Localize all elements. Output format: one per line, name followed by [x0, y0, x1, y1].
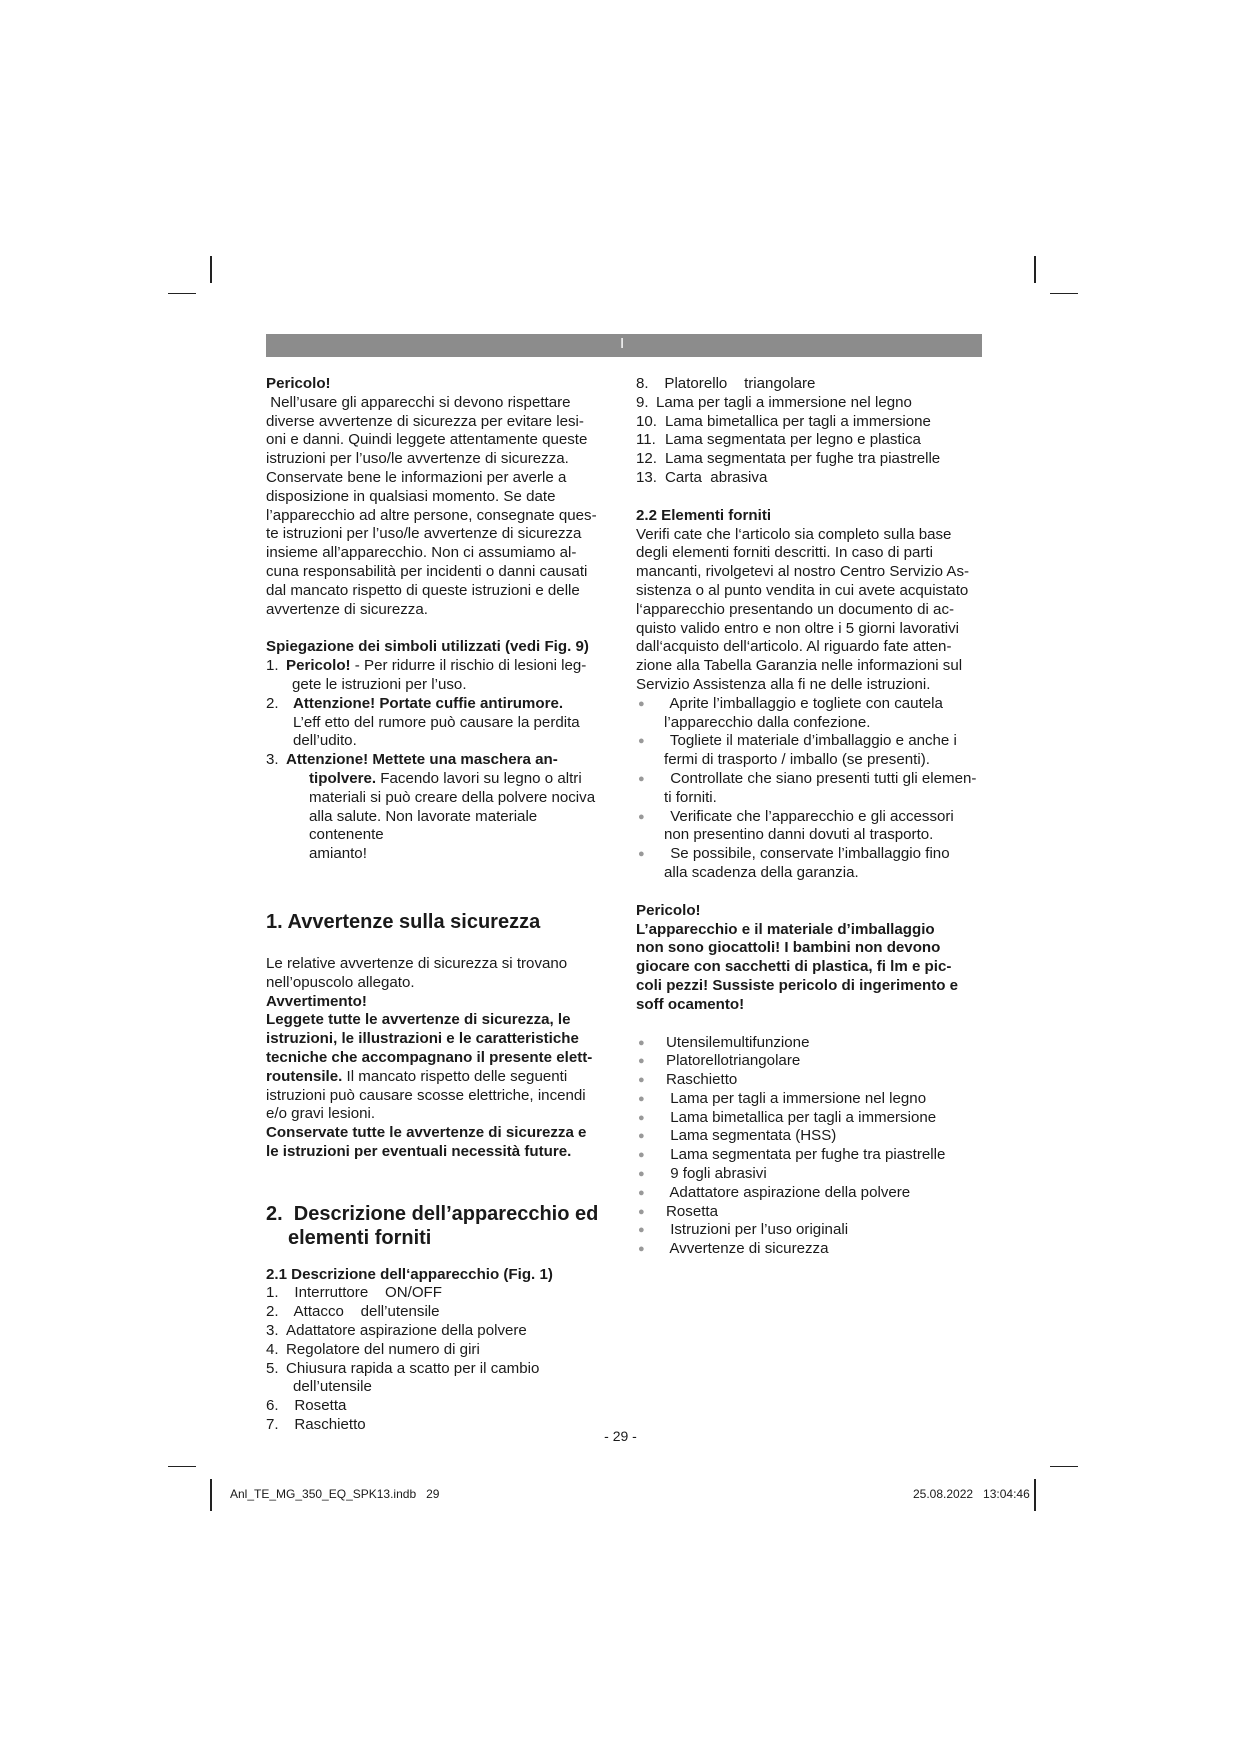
checklist-item: [636, 732, 986, 751]
danger-title: Pericolo!: [266, 375, 331, 392]
supplied-text: Platorellotriangolare: [666, 1052, 801, 1070]
part-item: [636, 431, 986, 450]
section-2-2-line: degli elementi forniti descritti. In caso di parti: [636, 544, 933, 562]
symbol-item: [266, 751, 616, 770]
part-text: Raschietto: [286, 1416, 366, 1434]
checklist-text: Aprite l’imballaggio e togliete con cautela: [666, 694, 943, 712]
warning-title: Avvertimento!: [266, 992, 367, 1010]
symbol-item: [266, 695, 616, 714]
part-text: Lama per tagli a immersione nel legno: [656, 393, 912, 411]
checklist-item: [636, 770, 986, 789]
part-item: [636, 394, 986, 413]
crop-mark: [1034, 256, 1036, 283]
supplied-item: [636, 1052, 986, 1071]
supplied-item: [636, 1221, 986, 1240]
checklist-text: ti forniti.: [664, 788, 717, 806]
crop-mark: [1050, 293, 1078, 294]
danger-line: Conservate bene le informazioni per averle a: [266, 468, 567, 486]
part-item: [636, 375, 986, 394]
part-number: 1.: [266, 1284, 279, 1302]
part-text: Chiusura rapida a scatto per il cambio: [286, 1359, 540, 1377]
symbol-text: alla salute. Non lavorate materiale contenente: [309, 807, 538, 844]
bullet-icon: ●: [638, 1055, 645, 1068]
bullet-icon: ●: [638, 772, 645, 785]
checklist-item: [636, 695, 986, 714]
part-text: Regolatore del numero di giri: [286, 1340, 480, 1358]
bullet-icon: ●: [638, 735, 645, 748]
part-number: 6.: [266, 1397, 279, 1415]
section-2-2-line: zione alla Tabella Garanzia nelle informazioni sul: [636, 657, 963, 675]
symbol-bold: Attenzione! Mettete una maschera an-: [286, 751, 558, 769]
supplied-item: [636, 1127, 986, 1146]
part-item: [266, 1341, 616, 1360]
danger-line: Nell’usare gli apparecchi si devono rispettare: [266, 393, 571, 411]
danger-line: istruzioni per l’uso/le avvertenze di sicurezza.: [266, 450, 569, 468]
section-1-title: 1. Avvertenze sulla sicurezza: [266, 910, 541, 933]
part-text: Adattatore aspirazione della polvere: [286, 1322, 527, 1340]
section-2-title: 2. Descrizione dell’apparecchio ed: [266, 1202, 599, 1225]
bullet-icon: ●: [638, 1130, 645, 1143]
part-item: [266, 1360, 616, 1379]
danger-line: insieme all’apparecchio. Non ci assumiamo al-: [266, 544, 577, 562]
part-number: 9.: [636, 393, 649, 411]
supplied-item: [636, 1090, 986, 1109]
symbol-text: Facendo lavori su legno o altri: [376, 769, 582, 787]
warning-line: Il mancato rispetto delle seguenti: [342, 1067, 568, 1085]
supplied-item: [636, 1203, 986, 1222]
danger-line: l’apparecchio ad altre persone, consegnate ques-: [266, 506, 597, 524]
bullet-icon: ●: [638, 697, 645, 710]
section-2-2-title: 2.2 Elementi forniti: [636, 506, 772, 524]
warning-line: tecniche che accompagnano il presente elett-: [266, 1048, 593, 1066]
supplied-text: Raschietto: [666, 1071, 738, 1089]
symbols-title: Spiegazione dei simboli utilizzati (vedi Fig. 9): [266, 638, 589, 656]
symbol-text: dell’udito.: [293, 732, 357, 750]
part-text: Lama bimetallica per tagli a immersione: [665, 412, 931, 430]
supplied-text: 9 fogli abrasivi: [666, 1165, 767, 1183]
symbol-number: 3.: [266, 751, 279, 769]
section-2-title: elementi forniti: [288, 1226, 432, 1249]
checklist-item: [636, 808, 986, 827]
part-text: Attacco dell’utensile: [286, 1303, 440, 1321]
supplied-text: Lama bimetallica per tagli a immersione: [666, 1108, 937, 1126]
footer-datetime: 25.08.2022 13:04:46: [913, 1487, 1030, 1501]
supplied-item: [636, 1240, 986, 1259]
part-item: [266, 1322, 616, 1341]
supplied-item: [636, 1184, 986, 1203]
symbol-number: 1.: [266, 657, 279, 675]
part-number: 8.: [636, 375, 649, 392]
part-item: [266, 1303, 616, 1322]
bullet-icon: ●: [638, 1149, 645, 1162]
language-label: I: [620, 335, 625, 352]
section-2-2-line: mancanti, rivolgetevi al nostro Centro Servizio As-: [636, 563, 970, 581]
right-column: [636, 375, 986, 1259]
part-text: Interruttore ON/OFF: [286, 1284, 443, 1302]
checklist-text: l’apparecchio dalla confezione.: [664, 713, 871, 731]
symbol-text: - Per ridurre il rischio di lesioni leg-: [350, 657, 587, 675]
symbol-number: 2.: [266, 694, 279, 712]
danger-line: dal mancato rispetto di queste istruzioni e delle: [266, 581, 580, 599]
danger-line: te istruzioni per l’uso/le avvertenze di sicurezza: [266, 525, 582, 543]
crop-mark: [1050, 1466, 1078, 1467]
bullet-icon: ●: [638, 1168, 645, 1181]
danger-line: oni e danni. Quindi leggete attentamente queste: [266, 431, 588, 449]
symbol-bold: Attenzione! Portate cuffie antirumore.: [293, 694, 564, 712]
part-number: 5.: [266, 1359, 279, 1377]
supplied-text: Lama segmentata (HSS): [666, 1127, 837, 1145]
part-number: 12.: [636, 450, 657, 468]
bullet-icon: ●: [638, 810, 645, 823]
supplied-text: Lama per tagli a immersione nel legno: [666, 1089, 927, 1107]
part-number: [266, 1378, 293, 1397]
bullet-icon: ●: [638, 1186, 645, 1199]
symbol-item: [266, 657, 616, 676]
crop-mark: [168, 293, 196, 294]
part-item: [266, 1378, 616, 1397]
danger-line: diverse avvertenze di sicurezza per evitare lesi-: [266, 412, 584, 430]
checklist-text: Togliete il materiale d’imballaggio e anche i: [666, 732, 957, 750]
warning-line: istruzioni, le illustrazioni e le caratteristiche: [266, 1030, 579, 1048]
section-1-line: Le relative avvertenze di sicurezza si trovano: [266, 954, 568, 972]
symbol-text: amianto!: [309, 845, 367, 863]
checklist-text: Se possibile, conservate l’imballaggio fino: [666, 845, 950, 863]
supplied-text: Rosetta: [666, 1202, 719, 1220]
bullet-icon: ●: [638, 848, 645, 861]
part-number: 7.: [266, 1416, 279, 1434]
supplied-text: Avvertenze di sicurezza: [666, 1240, 829, 1258]
danger-line: giocare con sacchetti di plastica, fi lm e pic-: [636, 958, 952, 976]
keep-line: le istruzioni per eventuali necessità future.: [266, 1142, 572, 1160]
part-number: 10.: [636, 412, 657, 430]
warning-line: Leggete tutte le avvertenze di sicurezza, le: [266, 1011, 571, 1029]
supplied-item: [636, 1165, 986, 1184]
supplied-text: Lama segmentata per fughe tra piastrelle: [666, 1146, 946, 1164]
bullet-icon: ●: [638, 1243, 645, 1256]
section-2-2-line: dall‘acquisto dell‘articolo. Al riguardo fate atten-: [636, 638, 952, 656]
danger-line: coli pezzi! Sussiste pericolo di ingerimento e: [636, 976, 959, 994]
part-item: [636, 469, 986, 488]
supplied-item: [636, 1071, 986, 1090]
bullet-icon: ●: [638, 1092, 645, 1105]
supplied-text: Istruzioni per l’uso originali: [666, 1221, 849, 1239]
keep-line: Conservate tutte le avvertenze di sicurezza e: [266, 1124, 587, 1142]
checklist-text: non presentino danni dovuti al trasporto.: [664, 826, 934, 844]
danger-line: soff ocamento!: [636, 995, 745, 1013]
bullet-icon: ●: [638, 1111, 645, 1124]
warning-line: routensile.: [266, 1067, 343, 1085]
symbol-text: L’eff etto del rumore può causare la perdita: [293, 713, 580, 731]
section-2-2-line: quisto valido entro e non oltre i 5 giorni lavorativi: [636, 619, 960, 637]
danger-title: Pericolo!: [636, 901, 701, 919]
checklist-text: fermi di trasporto / imballo (se presenti).: [664, 751, 930, 769]
section-2-2-line: sistenza o al punto vendita in cui avete acquistato: [636, 581, 969, 599]
supplied-text: Adattatore aspirazione della polvere: [666, 1183, 911, 1201]
crop-mark: [210, 1479, 212, 1511]
danger-line: non sono giocattoli! I bambini non devono: [636, 939, 941, 957]
section-2-2-line: l‘apparecchio presentando un documento di ac-: [636, 600, 955, 618]
symbol-text: materiali si può creare della polvere nociva: [309, 788, 596, 806]
page-number: - 29 -: [604, 1428, 637, 1444]
crop-mark: [1034, 1479, 1036, 1511]
danger-line: disposizione in qualsiasi momento. Se date: [266, 487, 556, 505]
warning-line: istruzioni può causare scosse elettriche, incendi: [266, 1086, 586, 1104]
part-number: 13.: [636, 468, 657, 486]
part-item: [266, 1397, 616, 1416]
crop-mark: [168, 1466, 196, 1467]
part-text: Lama segmentata per legno e plastica: [665, 431, 921, 449]
part-number: 4.: [266, 1340, 279, 1358]
part-text: dell’utensile: [293, 1378, 372, 1396]
section-2-1-title: 2.1 Descrizione dell‘apparecchio (Fig. 1): [266, 1265, 553, 1283]
part-text: Platorello triangolare: [656, 375, 816, 392]
danger-line: avvertenze di sicurezza.: [266, 600, 428, 618]
part-item: [636, 450, 986, 469]
part-number: 3.: [266, 1322, 279, 1340]
section-2-2-line: Servizio Assistenza alla fi ne delle istruzioni.: [636, 675, 931, 693]
supplied-item: [636, 1109, 986, 1128]
section-1-line: nell’opuscolo allegato.: [266, 973, 415, 991]
checklist-text: Verificate che l’apparecchio e gli accessori: [666, 807, 954, 825]
section-2-2-line: Verifi cate che l‘articolo sia completo sulla base: [636, 525, 952, 543]
supplied-item: [636, 1146, 986, 1165]
bullet-icon: ●: [638, 1074, 645, 1087]
symbol-text: gete le istruzioni per l’uso.: [292, 675, 467, 693]
crop-mark: [210, 256, 212, 283]
symbol-bold: tipolvere.: [309, 769, 377, 787]
part-item: [266, 1284, 616, 1303]
part-item: [636, 413, 986, 432]
symbol-bold: Pericolo!: [286, 657, 351, 675]
bullet-icon: ●: [638, 1205, 645, 1218]
header-bar: [266, 334, 982, 357]
footer-file: Anl_TE_MG_350_EQ_SPK13.indb 29: [230, 1487, 440, 1501]
danger-line: cuna responsabilità per incidenti o danni causati: [266, 562, 588, 580]
warning-line: e/o gravi lesioni.: [266, 1105, 376, 1123]
bullet-icon: ●: [638, 1224, 645, 1237]
checklist-text: Controllate che siano presenti tutti gli elemen-: [666, 769, 977, 787]
supplied-text: Utensilemultifunzione: [666, 1033, 810, 1051]
left-column: [266, 375, 616, 1435]
checklist-item: [636, 845, 986, 864]
part-number: 2.: [266, 1303, 279, 1321]
part-text: Lama segmentata per fughe tra piastrelle: [665, 450, 941, 468]
checklist-text: alla scadenza della garanzia.: [664, 863, 859, 881]
part-text: Carta abrasiva: [665, 468, 768, 486]
part-number: 11.: [636, 431, 656, 449]
bullet-icon: ●: [638, 1036, 645, 1049]
supplied-item: [636, 1034, 986, 1053]
part-text: Rosetta: [286, 1397, 347, 1415]
danger-line: L’apparecchio e il materiale d’imballaggio: [636, 920, 935, 938]
